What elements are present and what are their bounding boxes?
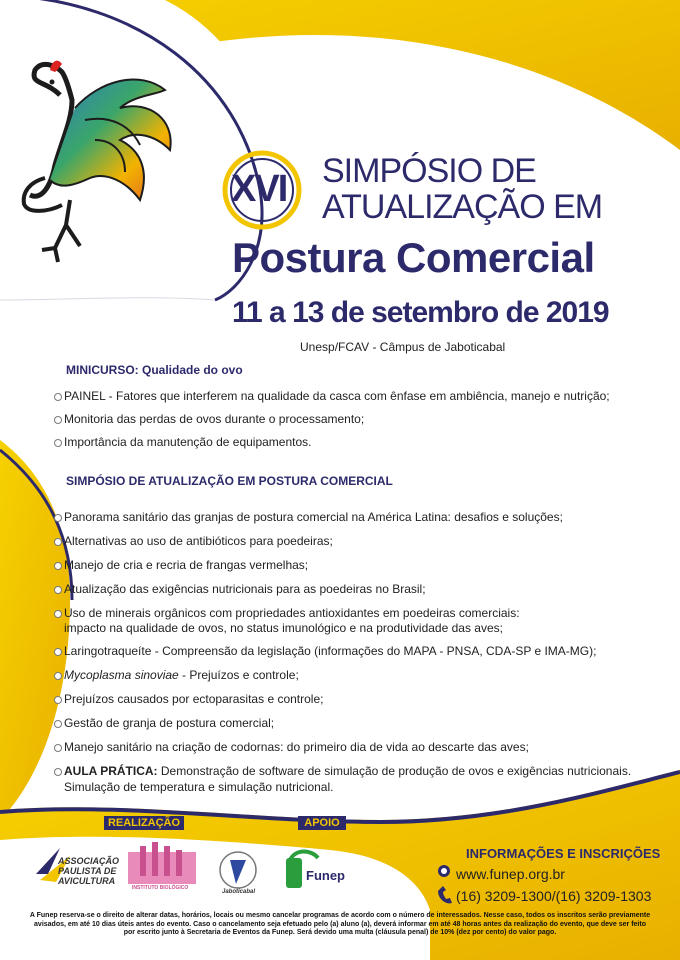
bullet-icon [54, 416, 62, 424]
apa-logo-text [58, 856, 119, 886]
disclaimer: A Funep reserva-se o direito de alterar datas, horários, locais ou mesmo cancelar programas de acordo com o número de interessados. Nesse caso, todos os inscritos serão previamente avisados, em até 10 dias úteis antes do evento. Caso o cancelamento seja efetuado pelo (a) aluno (a), deverá informar em até 48 horas antes da realização do evento, que deve ser feito por escrito junto à Secretaria de Eventos da Funep. Será devido uma multa (cláusula penal) de 10% (dez por cento) do valor pago. [29, 912, 651, 936]
simposio-item [64, 764, 631, 779]
bullet-icon [54, 610, 62, 618]
edition-numeral: XVI [231, 168, 287, 210]
apa-line-1: ASSOCIAÇÃO [58, 856, 120, 866]
instituto-logo-text: INSTITUTO BIOLÓGICO [132, 885, 189, 891]
simposio-item: Alternativas ao uso de antibióticos para poedeiras; [64, 534, 333, 548]
minicurso-item: Importância da manutenção de equipamentos. [64, 435, 312, 449]
simposio-item: Prejuízos causados por ectoparasitas e controle; [64, 692, 324, 706]
bullet-icon [54, 538, 62, 546]
bullet-icon [54, 393, 62, 401]
simposio-item: Manejo sanitário na criação de codornas: do primeiro dia de vida ao descarte das aves; [64, 740, 529, 754]
aula-pratica-label: AULA PRÁTICA: [64, 764, 158, 778]
bullet-icon [54, 439, 62, 447]
bullet-icon [54, 696, 62, 704]
unesp-logo-text: Jaboticabal [222, 889, 256, 895]
bullet-icon [54, 672, 62, 680]
event-dates: 11 a 13 de setembro de 2019 [232, 296, 609, 329]
simposio-item-continued: Simulação de temperatura e simulação nutricional. [64, 780, 334, 794]
bullet-icon [54, 744, 62, 752]
left-yellow-swoosh [0, 440, 70, 820]
minicurso-item: Monitoria das perdas de ovos durante o processamento; [64, 412, 365, 426]
title-line-2: ATUALIZAÇÃO EM [322, 188, 603, 226]
bullet-icon [54, 648, 62, 656]
aula-pratica-text: Demonstração de software de simulação de produção de ovos e exigências nutricionais. [157, 764, 632, 778]
simposio-item-continued: impacto na qualidade de ovos, no status imunológico e na produtividade das aves; [64, 621, 503, 635]
apa-line-2: PAULISTA DE [58, 866, 117, 876]
simposio-heading: SIMPÓSIO DE ATUALIZAÇÃO EM POSTURA COMERCIAL [66, 474, 393, 488]
simposio-item: Atualização das exigências nutricionais para as poedeiras no Brasil; [64, 582, 426, 596]
funep-logo-text: Funep [306, 868, 345, 883]
phone-numbers: (16) 3209-1300/(16) 3209-1303 [456, 888, 652, 904]
title-line-3: Postura Comercial [232, 234, 595, 281]
simposio-item: Laringotraqueíte - Compreensão da legislação (informações do MAPA - PNSA, CDA-SP e IMA-MG); [64, 644, 597, 658]
mycoplasma-rest: - Prejuízos e controle; [178, 668, 299, 682]
simposio-item: Uso de minerais orgânicos com propriedades antioxidantes em poedeiras comerciais: [64, 606, 520, 620]
event-venue: Unesp/FCAV - Câmpus de Jaboticabal [300, 340, 506, 354]
bullet-icon [54, 720, 62, 728]
info-title: INFORMAÇÕES E INSCRIÇÕES [466, 846, 661, 861]
website-link[interactable]: www.funep.org.br [456, 866, 565, 882]
simposio-item [64, 668, 299, 683]
bullet-icon [54, 768, 62, 776]
apoio-label: APOIO [298, 816, 346, 830]
simposio-item: Manejo de cria e recria de frangas vermelhas; [64, 558, 309, 572]
minicurso-item: PAINEL - Fatores que interferem na qualidade da casca com ênfase em ambiência, manejo e nutrição; [64, 389, 610, 403]
bullet-icon [54, 562, 62, 570]
logo-unesp [220, 852, 256, 888]
realizacao-label: REALIZAÇÃO [104, 816, 184, 830]
mycoplasma-name: Mycoplasma sinoviae [64, 668, 179, 682]
bullet-icon [54, 514, 62, 522]
simposio-item: Gestão de granja de postura comercial; [64, 716, 275, 730]
minicurso-heading: MINICURSO: Qualidade do ovo [66, 363, 243, 377]
title-line-1: SIMPÓSIO DE [322, 152, 536, 190]
simposio-item: Panorama sanitário das granjas de postura comercial na América Latina: desafios e soluções; [64, 510, 563, 524]
bullet-icon [54, 586, 62, 594]
apa-line-3: AVICULTURA [58, 876, 116, 886]
